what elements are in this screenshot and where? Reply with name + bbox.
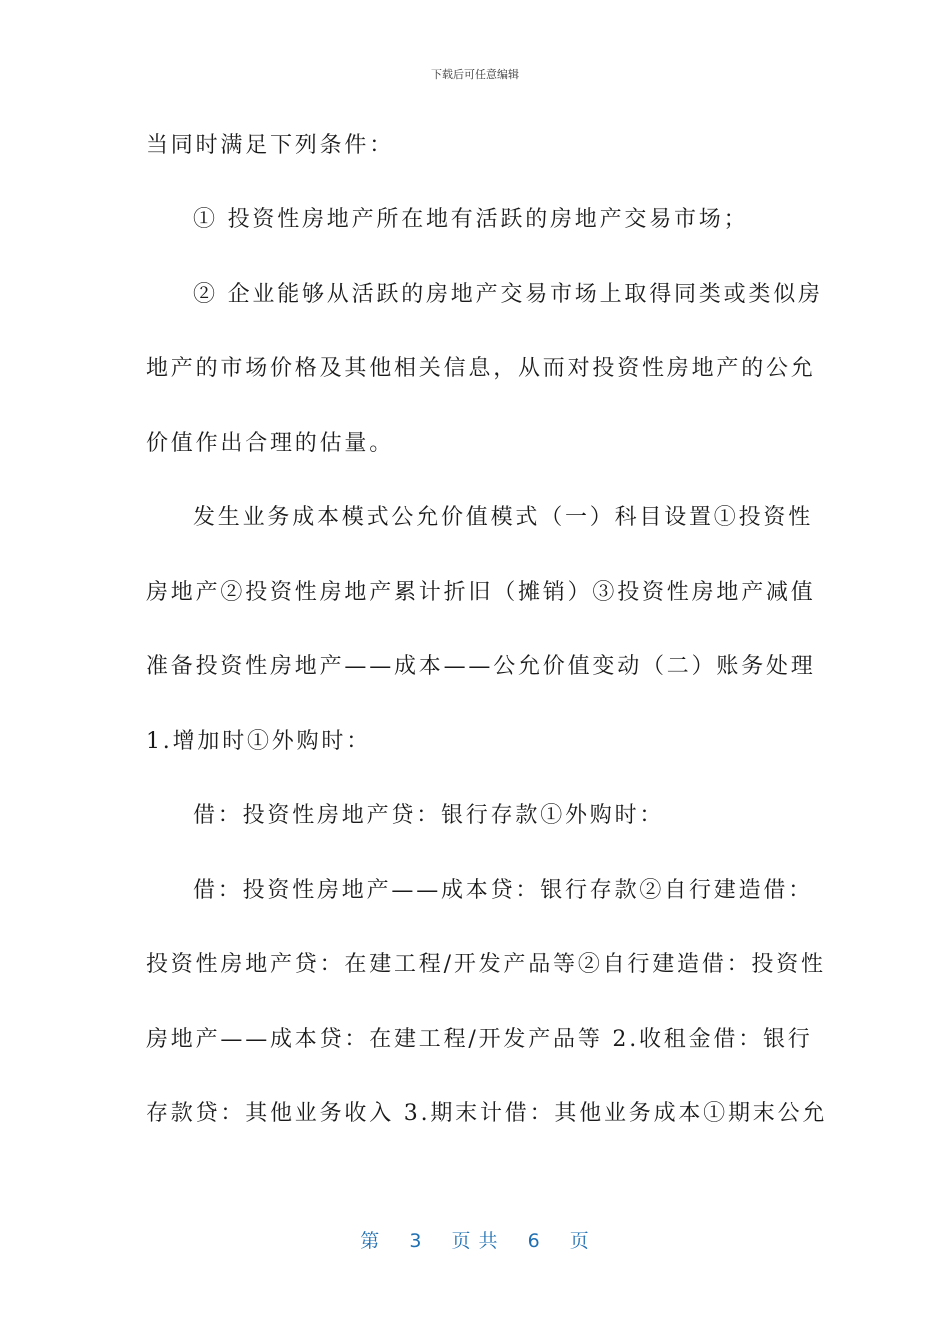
text-line: 地产的市场价格及其他相关信息，从而对投资性房地产的公允 — [146, 356, 816, 381]
footer-middle: 页 共 — [451, 1230, 499, 1252]
page-header-note: 下载后可任意编辑 — [431, 68, 519, 81]
text-line: 存款贷：其他业务收入 3.期末计借：其他业务成本①期末公允 — [146, 1101, 828, 1126]
text-line: 房地产②投资性房地产累计折旧（摊销）③投资性房地产减值 — [146, 580, 816, 605]
footer-suffix: 页 — [569, 1230, 590, 1252]
text-line: 借：投资性房地产贷：银行存款①外购时： — [193, 803, 665, 828]
text-line: 当同时满足下列条件： — [146, 133, 395, 158]
text-line: ① 投资性房地产所在地有活跃的房地产交易市场； — [193, 207, 749, 232]
text-line: 准备投资性房地产——成本——公允价值变动（二）账务处理 — [146, 654, 816, 679]
text-line: 1.增加时①外购时： — [146, 729, 371, 754]
footer-prefix: 第 — [360, 1230, 381, 1252]
current-page-number: 3 — [409, 1230, 423, 1252]
text-line: 发生业务成本模式公允价值模式（一）科目设置①投资性 — [193, 505, 814, 530]
page-number-footer — [0, 1226, 950, 1253]
text-line: 价值作出合理的估量。 — [146, 431, 395, 456]
total-pages-number: 6 — [527, 1230, 541, 1252]
text-line: 投资性房地产贷：在建工程/开发产品等②自行建造借：投资性 — [146, 952, 826, 977]
text-line: 房地产——成本贷：在建工程/开发产品等 2.收租金借：银行 — [146, 1027, 813, 1052]
text-line: ② 企业能够从活跃的房地产交易市场上取得同类或类似房 — [193, 282, 823, 307]
text-line: 借：投资性房地产——成本贷：银行存款②自行建造借： — [193, 878, 814, 903]
